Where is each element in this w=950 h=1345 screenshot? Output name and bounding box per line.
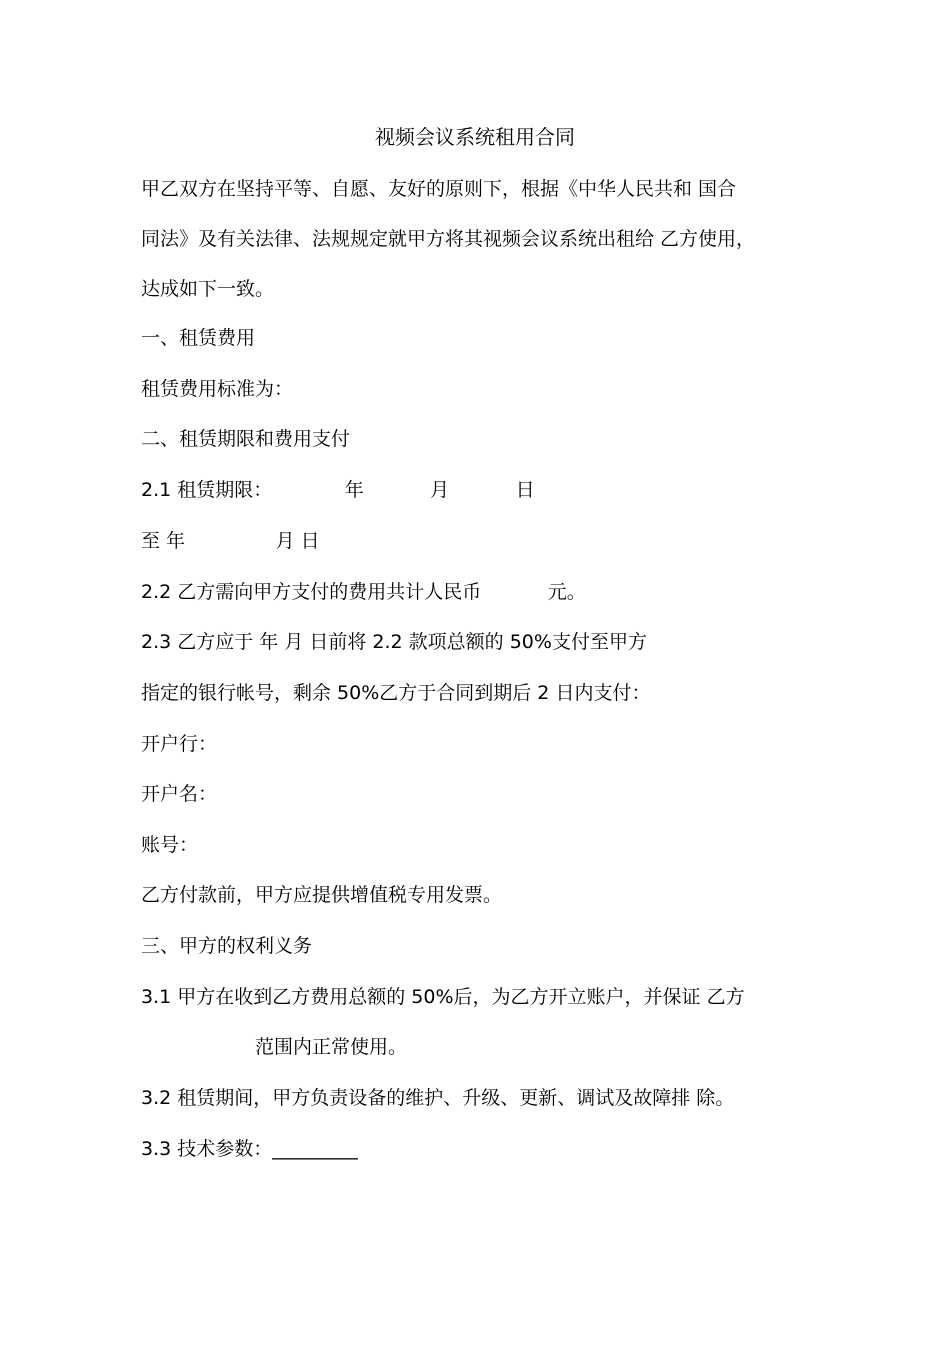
clause-3-2-maintenance: 3.2 租赁期间，甲方负责设备的维护、升级、更新、调试及故障排 除。 — [141, 1087, 735, 1109]
rental-fee-standard: 租赁费用标准为： — [141, 378, 294, 400]
clause-2-3-payment-line-2: 指定的银行帐号，剩余 50%乙方于合同到期后 2 日内支付： — [141, 682, 651, 704]
clause-3-1-line-2: 范围内正常使用。 — [255, 1036, 408, 1058]
bank-name-label: 开户行： — [141, 733, 218, 755]
invoice-requirement: 乙方付款前，甲方应提供增值税专用发票。 — [141, 884, 503, 906]
clause-3-1-line-1: 3.1 甲方在收到乙方费用总额的 50%后，为乙方开立账户，并保证 乙方 — [141, 986, 745, 1008]
clause-2-3-payment-line-1: 2.3 乙方应于 年 月 日前将 2.2 款项总额的 50%支付至甲方 — [141, 631, 647, 653]
account-name-label: 开户名： — [141, 783, 218, 805]
section-heading-rental-fee: 一、租赁费用 — [141, 327, 256, 349]
account-number-label: 账号： — [141, 834, 199, 856]
section-heading-term-payment: 二、租赁期限和费用支付 — [141, 428, 351, 450]
clause-2-2-total-fee: 2.2 乙方需向甲方支付的费用共计人民币 元。 — [141, 581, 586, 603]
document-title: 视频会议系统租用合同 — [375, 125, 575, 149]
clause-2-1-term-end: 至 年 月 日 — [141, 530, 320, 552]
section-heading-party-a-rights: 三、甲方的权利义务 — [141, 935, 313, 957]
clause-2-1-term-start: 2.1 租赁期限： 年 月 日 — [141, 479, 535, 501]
intro-line-1: 甲乙双方在坚持平等、自愿、友好的原则下，根据《中华人民共和 国合 — [141, 178, 737, 200]
clause-3-3-tech-params: 3.3 技术参数：_________ — [141, 1138, 358, 1160]
intro-line-2: 同法》及有关法律、法规规定就甲方将其视频会议系统出租给 乙方使用， — [141, 228, 756, 250]
intro-line-3: 达成如下一致。 — [141, 278, 275, 300]
